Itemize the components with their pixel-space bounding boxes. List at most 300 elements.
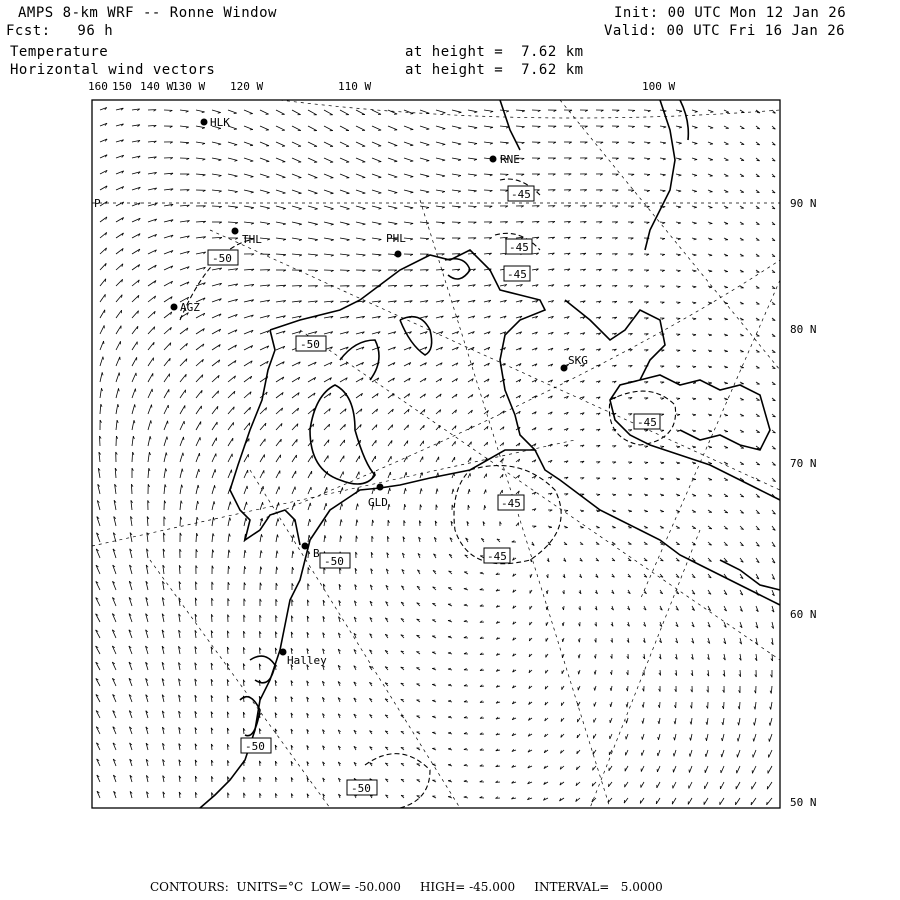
wind-vector-head	[661, 495, 664, 496]
wind-vector-head	[678, 207, 681, 208]
wind-vector	[324, 142, 333, 146]
wind-vector	[676, 110, 682, 111]
wind-vector-head	[347, 255, 350, 256]
wind-vector	[308, 487, 311, 494]
wind-vector-head	[215, 485, 216, 488]
wind-vector-head	[546, 591, 547, 594]
wind-vector-head	[150, 436, 151, 439]
wind-vector	[244, 502, 247, 510]
wind-vector	[276, 206, 286, 209]
wind-vector-head	[149, 452, 150, 455]
wind-vector-head	[626, 688, 627, 691]
wind-vector-head	[448, 716, 451, 717]
wind-vector-head	[694, 255, 697, 256]
wind-vector-head	[362, 193, 365, 194]
wind-vector	[276, 551, 277, 558]
wind-vector	[132, 452, 133, 462]
wind-vector-head	[594, 688, 595, 691]
wind-vector	[260, 408, 267, 415]
wind-vector	[674, 750, 676, 756]
wind-vector	[292, 142, 301, 146]
wind-vector-head	[426, 145, 429, 146]
wind-vector	[212, 375, 219, 382]
wind-vector	[707, 718, 708, 725]
wind-vector	[768, 766, 772, 773]
wind-vector	[116, 341, 121, 350]
wind-vector	[196, 437, 200, 446]
island-northeast	[445, 259, 470, 279]
island-small	[400, 317, 432, 355]
wind-vector-head	[626, 720, 627, 723]
wind-vector	[420, 110, 429, 113]
temperature-contours	[180, 179, 676, 808]
wind-vector-head	[610, 704, 611, 707]
wind-vector-head	[709, 287, 712, 288]
wind-vector	[276, 126, 285, 130]
wind-vector-head	[580, 544, 583, 545]
wind-vector-head	[695, 128, 698, 129]
wind-vector	[308, 174, 317, 178]
wind-vector	[148, 436, 150, 446]
wind-vector	[420, 206, 429, 208]
wind-vector	[308, 222, 318, 224]
graticule-line-3	[150, 560, 330, 808]
wind-vector-head	[202, 159, 205, 160]
wind-vector-head	[234, 145, 237, 146]
wind-vector	[356, 190, 365, 193]
wind-vector	[468, 110, 477, 112]
wind-vector	[148, 311, 155, 318]
wind-vector-head	[363, 240, 366, 241]
wind-vector	[324, 222, 334, 224]
wind-vector-head	[694, 160, 697, 161]
wind-vector	[340, 440, 345, 446]
wind-vector-head	[769, 739, 770, 742]
wind-vector-head	[251, 223, 254, 224]
wind-vector	[292, 551, 293, 558]
wind-vector-head	[234, 129, 237, 130]
wind-vector-head	[293, 551, 294, 554]
field-label-temperature: Temperature	[10, 44, 109, 60]
wind-vector-head	[297, 439, 298, 442]
wind-vector	[324, 440, 329, 446]
wind-vector	[388, 158, 397, 161]
wind-vector-head	[597, 511, 600, 512]
wind-vector-head	[737, 738, 738, 741]
contour-label: -45	[511, 188, 531, 201]
wind-vector	[452, 142, 461, 144]
wind-vector-head	[341, 519, 342, 522]
wind-vector	[356, 110, 365, 115]
wind-vector-head	[648, 143, 651, 144]
height-label-1: at height = 7.62 km	[405, 44, 584, 60]
wind-vector	[212, 190, 222, 191]
wind-vector-head	[202, 143, 205, 144]
wind-vector	[180, 517, 181, 526]
wind-vector	[132, 280, 139, 286]
wind-vector	[228, 470, 232, 478]
wind-vector-head	[315, 193, 318, 194]
wind-vector	[308, 455, 312, 462]
wind-vector-head	[394, 177, 397, 178]
wind-vector	[404, 222, 413, 223]
wind-vector-head	[448, 684, 451, 685]
wind-vector-head	[645, 495, 648, 496]
lon-label-130w: 130 W	[172, 80, 206, 93]
wind-vector-head	[710, 112, 713, 113]
lat-label-60n: 60 N	[790, 608, 817, 621]
wind-vector-head	[679, 143, 682, 144]
wind-vector-head	[247, 502, 248, 505]
wind-vector-head	[613, 511, 616, 512]
wind-vector	[324, 424, 330, 430]
wind-vector-head	[426, 223, 429, 224]
wind-vector	[468, 158, 477, 159]
contour-label-box	[508, 186, 534, 201]
wind-vector-head	[772, 384, 775, 385]
wind-vector	[276, 567, 277, 574]
wind-vector-head	[103, 357, 104, 360]
wind-vector-head	[426, 161, 429, 162]
wind-vector	[356, 520, 357, 526]
wind-vector	[356, 206, 365, 209]
wind-vector-head	[693, 303, 696, 304]
wind-vector	[260, 142, 269, 146]
wind-vector	[196, 359, 203, 366]
wind-vector	[452, 457, 455, 462]
wind-vector-head	[218, 160, 221, 161]
wind-vector	[196, 469, 199, 478]
wind-vector	[754, 734, 756, 741]
wind-vector	[148, 373, 153, 382]
wind-vector	[660, 174, 666, 175]
wind-vector-head	[315, 240, 318, 241]
wind-vector	[260, 550, 261, 558]
wind-vector	[737, 766, 740, 773]
wind-vector-head	[757, 176, 760, 177]
coastline-west	[230, 330, 300, 545]
island-halley	[250, 656, 275, 683]
wind-vector	[196, 517, 197, 526]
wind-vector	[484, 110, 493, 111]
wind-vector	[516, 110, 525, 111]
wind-vector-head	[658, 721, 659, 724]
wind-vector	[148, 358, 154, 366]
latitude-labels	[790, 197, 817, 809]
wind-vector-head	[770, 707, 771, 710]
wind-vector	[292, 110, 301, 115]
wind-vector	[164, 468, 166, 478]
wind-vector	[689, 766, 692, 773]
wind-vector-head	[694, 191, 697, 192]
wind-vector-head	[658, 737, 659, 740]
wind-vector	[116, 420, 117, 430]
wind-vector	[372, 222, 381, 224]
wind-vector-head	[561, 719, 562, 722]
wind-vector-head	[674, 737, 675, 740]
wind-vector-head	[677, 447, 680, 448]
wind-vector-head	[170, 358, 171, 361]
wind-vector	[228, 438, 233, 446]
wind-vector	[228, 454, 232, 462]
wind-vector-head	[578, 639, 579, 642]
wind-vector	[722, 750, 724, 757]
wind-vector	[420, 158, 429, 161]
wind-vector-head	[134, 420, 135, 423]
wind-vector	[324, 238, 334, 240]
wind-vector	[660, 126, 666, 127]
wind-vector-head	[464, 620, 467, 621]
wind-vector	[244, 550, 245, 558]
wind-vector	[644, 110, 651, 111]
wind-vector	[180, 453, 183, 462]
wind-vector	[452, 174, 461, 176]
wind-vector	[704, 798, 708, 805]
wind-vector	[132, 436, 133, 446]
wind-vector	[771, 686, 772, 693]
wind-vector	[324, 519, 325, 526]
wind-vector-head	[213, 517, 214, 520]
wind-vector-head	[565, 511, 568, 512]
wind-vector-head	[378, 208, 381, 209]
wind-vector	[308, 519, 310, 526]
wind-vector-head	[182, 485, 183, 488]
wind-vector	[132, 404, 135, 414]
wind-vector	[468, 206, 476, 207]
wind-vector-head	[458, 191, 461, 192]
wind-vector	[452, 110, 461, 112]
wind-vector	[180, 343, 187, 350]
wind-vector	[260, 174, 269, 177]
wind-vector-head	[263, 502, 264, 505]
wind-vector-head	[757, 128, 760, 129]
wind-vector	[692, 110, 698, 112]
wind-vector	[372, 174, 381, 177]
wind-vector	[276, 502, 279, 510]
wind-vector	[388, 472, 390, 478]
wind-vector	[148, 468, 149, 478]
wind-vector	[276, 439, 281, 446]
lon-label-100w: 100 W	[642, 80, 676, 93]
wind-vector	[164, 484, 165, 494]
wind-vector	[436, 190, 445, 192]
wind-vector	[657, 782, 660, 788]
wind-vector	[626, 750, 628, 755]
wind-vector	[228, 190, 238, 192]
wind-vector	[292, 519, 294, 526]
wind-vector-head	[474, 128, 477, 129]
wind-vector-head	[738, 722, 739, 725]
wind-vector	[276, 254, 286, 255]
wind-vector	[244, 454, 248, 462]
wind-vector-head	[677, 463, 680, 464]
wind-vector	[388, 456, 391, 462]
wind-vector	[228, 407, 234, 414]
station-label-skg: SKG	[568, 354, 588, 367]
wind-vector	[244, 518, 246, 526]
wind-vector-head	[709, 255, 712, 256]
wind-vector-head	[151, 420, 152, 423]
wind-vector	[116, 295, 122, 302]
wind-vector	[340, 126, 349, 131]
wind-vector	[388, 126, 397, 130]
wind-vector	[164, 327, 171, 334]
wind-vector-head	[490, 111, 493, 112]
wind-vector-head	[394, 193, 397, 194]
wind-vector	[436, 206, 445, 207]
wind-vector	[212, 533, 213, 542]
wind-vector	[116, 373, 119, 382]
wind-vector-head	[737, 754, 738, 757]
wind-vector-head	[693, 415, 696, 416]
wind-vector	[276, 487, 279, 495]
contour-label-box	[320, 553, 350, 568]
wind-vector	[292, 222, 302, 224]
wind-vector	[769, 734, 772, 742]
wind-vector	[388, 190, 397, 193]
wind-vector	[260, 455, 265, 463]
wind-vector	[100, 325, 104, 334]
wind-vector	[244, 110, 253, 114]
wind-vector-head	[342, 503, 343, 506]
wind-vector	[436, 222, 445, 223]
wind-vector-head	[326, 503, 327, 506]
wind-vector-head	[410, 208, 413, 209]
wind-vector-head	[165, 484, 166, 487]
wind-vector	[196, 174, 205, 175]
wind-vector-head	[299, 209, 302, 210]
wind-vector	[260, 567, 261, 574]
contour-label: -50	[212, 252, 232, 265]
wind-vector-head	[358, 504, 359, 507]
wind-vector	[196, 142, 205, 143]
wind-vector-head	[562, 623, 563, 626]
wind-vector-head	[278, 519, 279, 522]
wind-vector	[673, 766, 676, 772]
wind-vector-head	[267, 239, 270, 240]
wind-vector-head	[325, 535, 326, 538]
longitude-labels	[88, 80, 675, 93]
wind-vector	[116, 264, 123, 270]
wind-vector	[212, 391, 219, 398]
wind-vector	[340, 456, 344, 462]
wind-vector-head	[426, 129, 429, 130]
wind-vector	[372, 254, 381, 255]
wind-vector-head	[709, 367, 712, 368]
wind-vector	[228, 550, 229, 558]
lat-label-50n: 50 N	[790, 796, 817, 809]
wind-vector	[164, 389, 169, 398]
wind-vector-head	[642, 721, 643, 724]
wind-vector	[468, 190, 477, 191]
wind-vector-head	[647, 159, 650, 160]
wind-vector-head	[693, 431, 696, 432]
contour-label: -45	[507, 268, 527, 281]
wind-vector-head	[442, 113, 445, 114]
wind-vector-head	[709, 224, 712, 225]
wind-vector-head	[277, 551, 278, 554]
wind-vector-head	[754, 707, 755, 710]
wind-vector	[372, 142, 381, 146]
wind-vector-head	[629, 511, 632, 512]
wind-vector	[340, 519, 341, 526]
wind-vector-head	[405, 504, 406, 507]
wind-vector	[132, 357, 137, 366]
wind-vector-head	[471, 442, 472, 445]
wind-vector-head	[709, 383, 712, 384]
wind-vector	[751, 798, 756, 805]
wind-vector	[164, 312, 172, 318]
wind-vector	[228, 518, 230, 526]
wind-vector	[244, 206, 254, 208]
wind-vector-head	[394, 208, 397, 209]
wind-vector	[244, 392, 251, 398]
wind-vector	[340, 190, 349, 193]
wind-vector	[660, 158, 666, 159]
wind-vector	[436, 142, 445, 144]
wind-vector-head	[642, 737, 643, 740]
wind-vector-head	[410, 145, 413, 146]
contour-label-box	[347, 780, 377, 795]
wind-vector-head	[721, 754, 722, 757]
wind-vector-head	[677, 398, 680, 399]
wind-vector	[769, 750, 772, 758]
wind-vector	[340, 472, 343, 479]
wind-vector-head	[230, 502, 231, 505]
wind-vector-head	[299, 193, 302, 194]
wind-vector-head	[426, 192, 429, 193]
station-label-hlk: HLK	[210, 116, 230, 129]
wind-vector	[276, 158, 285, 162]
wind-vector	[452, 126, 461, 128]
graticule-line-1	[210, 230, 780, 490]
station-marker-rne	[490, 156, 497, 163]
wind-vector	[372, 206, 381, 208]
lon-label-110w: 110 W	[338, 80, 372, 93]
station-marker-gld	[377, 484, 384, 491]
wind-vector	[500, 126, 509, 127]
wind-vector	[244, 190, 254, 192]
wind-vector-head	[474, 112, 477, 113]
wind-vector	[164, 297, 172, 302]
wind-vector	[212, 438, 217, 446]
wind-vector-field	[96, 108, 776, 806]
height-label-2: at height = 7.62 km	[405, 62, 584, 78]
wind-vector	[228, 376, 236, 382]
station-marker-b	[302, 543, 309, 550]
lon-label-120w: 120 W	[230, 80, 264, 93]
wind-vector	[691, 734, 692, 741]
wind-vector	[708, 110, 713, 112]
wind-vector	[356, 126, 365, 130]
wind-vector	[292, 238, 302, 240]
wind-vector-head	[503, 474, 504, 477]
wind-vector	[739, 718, 740, 725]
wind-vector	[244, 407, 251, 414]
station-marker-thl	[232, 228, 239, 235]
wind-vector-head	[679, 111, 682, 112]
wind-vector-head	[378, 177, 381, 178]
wind-vector	[276, 238, 286, 239]
wind-vector	[180, 110, 189, 111]
wind-vector	[324, 456, 328, 463]
wind-vector-head	[218, 113, 221, 114]
wind-vector-head	[234, 160, 237, 161]
contour-label-box	[208, 250, 238, 265]
wind-vector-head	[315, 209, 318, 210]
wind-vector	[690, 750, 692, 757]
wind-vector	[180, 359, 187, 366]
